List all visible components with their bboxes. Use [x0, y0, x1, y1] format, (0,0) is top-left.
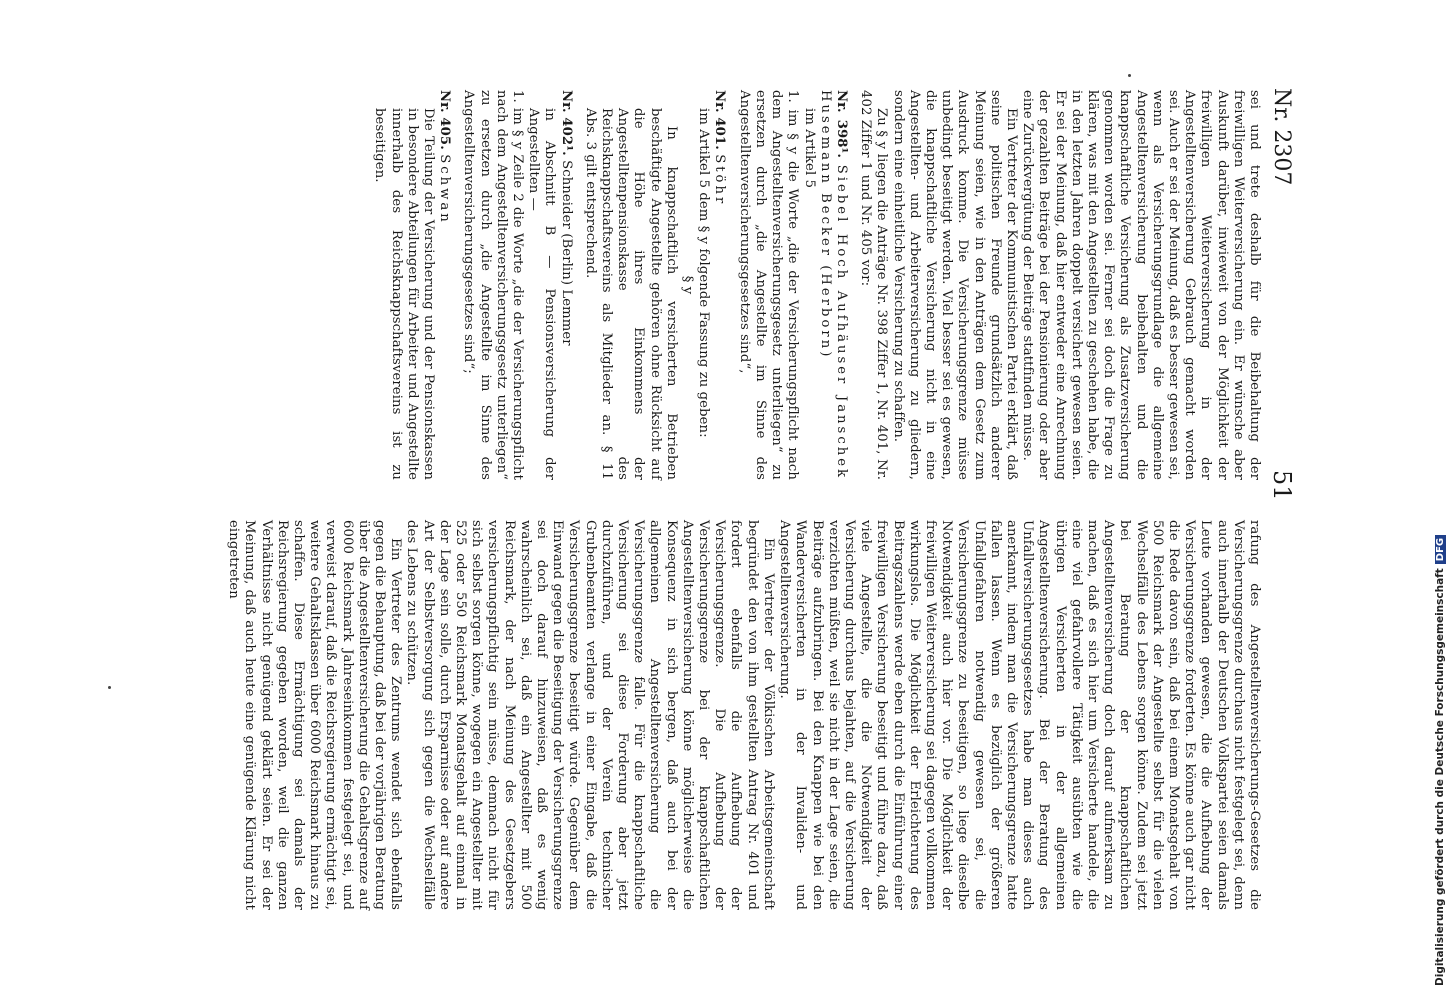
dfg-logo: DFG: [1435, 535, 1446, 564]
motion-signatories: Schwan: [437, 154, 453, 225]
text-column-upper: [371, 90, 1262, 480]
motion-text: im Artikel 5 dem § y folgende Fassung zu geben:: [696, 108, 712, 438]
paragraph: Ein Vertreter des Zentrums wendet sich ebenfalls gegen die Behauptung, daß bei der vorjährigen Beratung über die Angestelltenversicherung die Gehaltsgrenze auf 6000 Reichsmark Jahreseinkommen festgelegt sei, und verweist darauf, daß die Reichsregierung ermächtigt sei, weitere Gehaltsklassen über 6000 Reichsmark hinaus zu schaffen. Diese Ermächtigung sei damals der Reichsregierung gegeben worden, weil die ganzen Verhältnisse nicht genügend geklärt seien. Er sei der Meinung, daß auch heute eine genügende Klärung nicht eingetreten: [226, 520, 404, 910]
motion-body: In knappschaftlich versicherten Betrieben beschäftigte Angestellte gehören ohne Rücksicht auf die Höhe ihres Einkommens der Angestelltenpensionskasse des Reichsknappschaftsvereins als Mitglieder an. § 11 Abs. 3 gilt entsprechend.: [582, 108, 679, 480]
funding-note-text: Digitalisierung gefördert durch die Deutsche Forschungsgemeinschaft: [1434, 568, 1446, 986]
paragraph: Ein Vertreter der Kommunistischen Partei erklärt, daß seine politischen Freunde grundsätzlich anderer Meinung seien, wie in den Anträgen dem Gesetz zum Ausdruck komme. Die Versicherungsgrenze müsse unbedingt beseitigt werden. Viel besser sei es gewesen, die knappschaftliche Versicherung nicht in eine Angestellten- und Arbeiterversicherung zu gliedern, sondern eine einheitliche Versicherung zu schaffen.: [890, 90, 1019, 480]
funding-note: [1434, 0, 1448, 986]
motion-number: Nr. 405.: [437, 90, 453, 150]
motion-entry: [736, 90, 849, 480]
motion-number: Nr. 401.: [712, 90, 728, 150]
motion-number: Nr. 402¹.: [558, 90, 574, 156]
paragraph: rafung des Angestelltenversicherungs-Gesetzes die Versicherungsgrenze durchaus nicht festgelegt sei, denn auch innerhalb der Deutschen Volkspartei seien damals Leute vorhanden gewesen, die die Aufhebung der Versicherungsgrenze forderten. Es könne auch gar nicht die Rede davon sein, daß bei einem Monatsgehalt von 500 Reichsmark der Angestellte selbst für die vielen Wechselfälle des Lebens sorgen könne. Zudem sei jetzt bei Beratung der knappschaftlichen Angestelltenversicherung doch darauf aufmerksam zu machen, daß es sich hier um Versicherte handele, die eine viel gefahrvollere Tätigkeit ausübten wie die übrigen Versicherten in der allgemeinen Angestelltenversicherung. Bei der Beratung des Unfallversicherungsgesetzes habe man dieses auch anerkannt, indem man die Versicherungsgrenze hatte fallen lassen. Wenn es bezüglich der größeren Unfallgefahren notwendig gewesen sei, die Versicherungsgrenze zu beseitigen, so liege dieselbe Notwendigkeit auch hier vor. Die Möglichkeit der freiwilligen Weiterversicherung sei dagegen vollkommen wirkungslos. Die Möglichkeit der Erleichterung des Beitragszahlens werde eben durch die Einführung einer freiwilligen Versicherung beseitigt und führe dazu, daß viele Angestellte, die die Notwendigkeit der Versicherung durchaus bejahten, auf die Versicherung verzichten müßten, weil sie nicht in der Lage seien, die Beiträge aufzubringen. Bei den Knappen wie bei den Wanderversicherten in der Invaliden- und Angestelltenversicherung.: [777, 520, 1262, 910]
motion-entry: [371, 90, 452, 480]
motion-number: Nr. 398¹.: [833, 90, 849, 159]
rotated-text-block: [120, 90, 1300, 930]
scan-speck: [108, 686, 111, 689]
page-header: [1260, 90, 1300, 930]
digitization-sidebar: [1420, 8, 1446, 998]
paragraph: Ein Vertreter der Völkischen Arbeitsgemeinschaft begründet den von ihm gestellten Antrag Nr. 401 und fordert ebenfalls die Aufhebung der Versicherungsgrenze. Die Aufhebung der Versicherungsgrenze bei der knappschaftlichen Angestelltenversicherung könne möglicherweise die Konsequenz in sich bergen, daß auch bei der allgemeinen Angestelltenversicherung die Versicherungsgrenze falle. Für die knappschaftliche Versicherung sei diese Forderung aber jetzt durchzuführen, und der Verein technischer Grubenbeamten verlange in einer Eingabe, daß die Versicherungsgrenze beseitigt würde. Gegenüber dem Einwand gegen die Beseitigung der Versicherungsgrenze sei doch darauf hinzuweisen, daß es wenig wahrscheinlich sei, daß ein Angestellter mit 500 Reichsmark, der nach Meinung des Gesetzgebers versicherungspflichtig sein müsse, demnach nicht für sich selbst sorgen könne, wogegen ein Angestellter mit 525 oder 550 Reichsmark Monatsgehalt auf einmal in der Lage sein solle, durch Ersparnisse oder auf andere Art der Selbstversorgung sich gegen die Wechselfälle des Lebens zu schützen.: [404, 520, 776, 910]
motion-signatories: Siebel Hoch Aufhäuser Janschek Husemann Becker (Herborn): [817, 90, 849, 480]
motion-signatories: Schneider (Berlin) Lemmer: [558, 160, 574, 346]
motion-text: in Abschnitt B — Pensionsversicherung der Angestellten —: [526, 108, 558, 480]
page-number-left: 51: [1268, 470, 1296, 501]
paragraph: Zu § y liegen die Anträge Nr. 398 Ziffer 1, Nr. 401, Nr. 402 Ziffer 1 und Nr. 405 vor:: [858, 90, 890, 480]
page-number-right: Nr. 2307: [1269, 88, 1294, 186]
section-symbol: § y: [680, 275, 696, 295]
motion-item: 1. im § y Zeile 2 die Worte „die der Versicherungspflicht nach dem Angestelltenversicherungsgesetz unterliegen“ zu ersetzen durch „die Angestellte im Sinne des Angestelltenversicherungsgesetzes sind“;: [461, 90, 526, 480]
motion-body: Die Teilung der Versicherung und der Pensionskassen in besondere Abteilungen für Arbeiter und Angestellte innerhalb des Reichsknappschaftsvereins ist zu beseitigen.: [372, 108, 437, 480]
motion-entry: [582, 90, 728, 480]
motion-entry: [460, 90, 573, 480]
scan-speck: [1128, 74, 1131, 77]
paragraph: sei und trete deshalb für die Beibehaltung der freiwilligen Weiterversicherung ein. Er wünsche aber Auskunft darüber, inwieweit von der Möglichkeit der freiwilligen Weiterversicherung in der Angestelltenversicherung Gebrauch gemacht worden sei. Auch er sei der Meinung, daß es besser gewesen sei, wenn als Versicherungsgrundlage die allgemeine Angestelltenversicherung beibehalten und die knappschaftliche Versicherung als Zusatzversicherung genommen worden sei. Ferner sei doch die Frage zu klären, was mit den Angestellten zu geschehen habe, die in den letzten Jahren doppelt versichert gewesen seien. Er sei der Meinung, daß hier entweder eine Anrechnung der gezahlten Beiträge bei der Pensionierung oder aber eine Zurückvergütung der Beiträge stattfinden müsse.: [1020, 90, 1262, 480]
motion-item: 1. im § y die Worte „die der Versicherungspflicht nach dem Angestelltenversicherungsgesetz unterliegen“ zu ersetzen durch „die Angestellte im Sinne des Angestelltenversicherungsgesetzes sind“,: [736, 90, 801, 480]
text-column-lower: [225, 520, 1262, 910]
motion-scope: im Artikel 5: [801, 108, 817, 189]
motion-signatories: Stöhr: [712, 154, 728, 207]
